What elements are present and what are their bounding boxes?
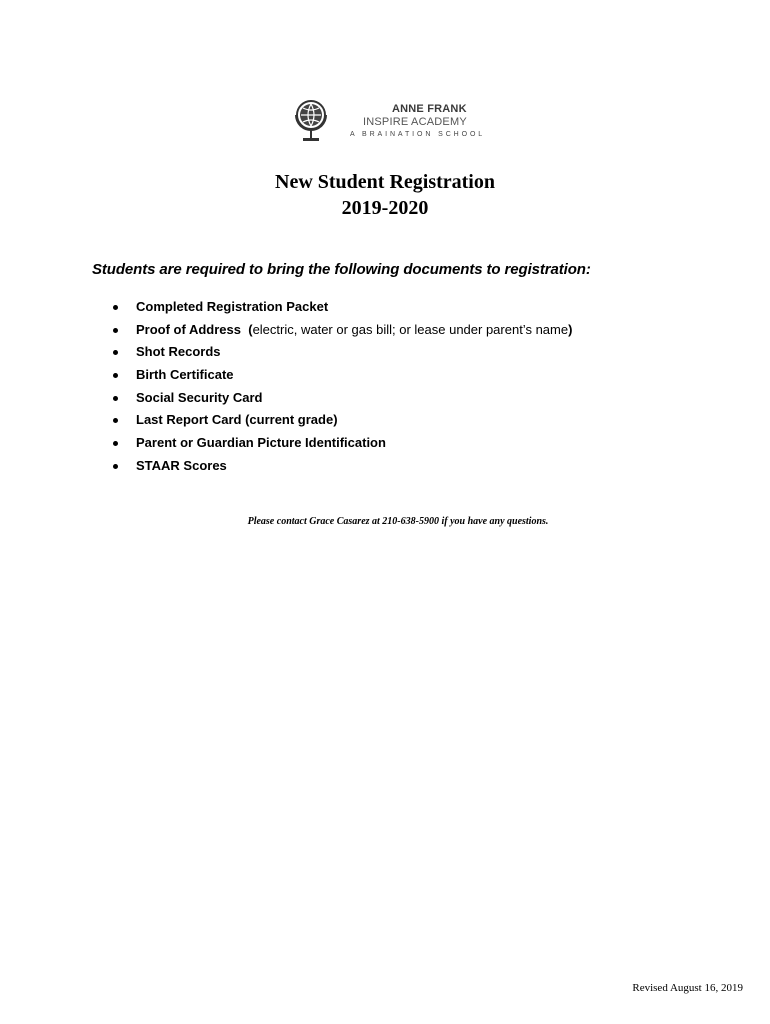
requirement-label: Proof of Address	[136, 321, 241, 337]
logo-tagline: A BRAINATION SCHOOL	[350, 131, 486, 138]
logo-academy-name: INSPIRE ACADEMY	[363, 116, 467, 128]
bullet-icon	[113, 464, 118, 469]
list-item	[113, 387, 572, 410]
requirement-label: Shot Records	[136, 344, 221, 360]
bullet-icon	[113, 350, 118, 355]
list-item	[113, 364, 572, 387]
bullet-icon	[113, 418, 118, 423]
globe-icon	[290, 98, 332, 146]
list-item	[113, 455, 572, 478]
bullet-icon	[113, 305, 118, 310]
bullet-icon	[113, 396, 118, 401]
list-item	[113, 432, 572, 455]
requirements-intro: Students are required to bring the following documents to registration:	[92, 261, 591, 278]
revision-date: Revised August 16, 2019	[632, 982, 743, 994]
requirement-label: Completed Registration Packet	[136, 299, 329, 314]
list-item	[113, 319, 572, 342]
bullet-icon	[113, 373, 118, 378]
bullet-icon	[113, 441, 118, 446]
requirement-label: Parent or Guardian Picture Identification	[136, 435, 386, 451]
page-title: New Student Registration	[275, 171, 495, 193]
note-close-paren: )	[568, 321, 573, 337]
requirement-label: Birth Certificate	[136, 367, 234, 383]
requirement-label: Social Security Card	[136, 389, 263, 405]
logo-school-name: ANNE FRANK	[392, 103, 467, 115]
requirement-label: Last Report Card (current grade)	[136, 412, 338, 428]
requirements-list	[113, 296, 572, 478]
school-logo	[290, 98, 486, 148]
list-item	[113, 409, 572, 432]
requirement-note: electric, water or gas bill; or lease under parent’s name	[252, 321, 569, 337]
list-item	[113, 341, 572, 364]
bullet-icon	[113, 328, 118, 333]
contact-note: Please contact Grace Casarez at 210-638-5900 if you have any questions.	[247, 516, 549, 527]
requirement-label: STAAR Scores	[136, 457, 227, 473]
note-open-paren: (	[248, 321, 253, 337]
list-item	[113, 296, 572, 319]
school-year: 2019-2020	[341, 197, 429, 219]
